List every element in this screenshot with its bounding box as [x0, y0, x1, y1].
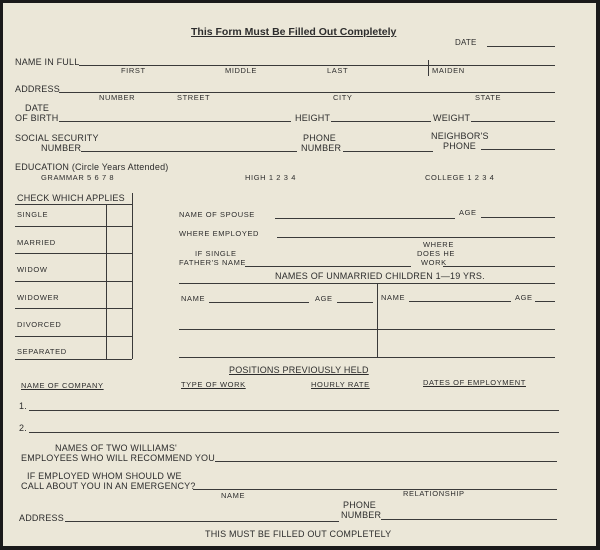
emergency-label-1: IF EMPLOYED WHOM SHOULD WE [27, 471, 182, 481]
position-row-2-label: 2. [19, 423, 27, 433]
number-label: NUMBER [99, 93, 136, 102]
maiden-divider [428, 60, 429, 76]
spouse-line[interactable] [275, 218, 455, 219]
height-line[interactable] [331, 121, 431, 122]
if-single-label-2: FATHER'S NAME [179, 258, 247, 267]
child-name-line-right[interactable] [409, 301, 511, 302]
position-row-1-label: 1. [19, 401, 27, 411]
type-work-header: TYPE OF WORK [181, 380, 246, 389]
father-work-line[interactable] [443, 266, 555, 267]
dob-label-2: OF BIRTH [15, 113, 59, 123]
city-label: CITY [333, 93, 353, 102]
child-age-line-left[interactable] [337, 302, 373, 303]
date-label: DATE [455, 38, 477, 47]
company-header: NAME OF COMPANY [21, 381, 104, 390]
college-years[interactable]: COLLEGE 1 2 3 4 [425, 173, 495, 182]
maiden-label: MAIDEN [432, 66, 465, 75]
name-in-full-label: NAME IN FULL [15, 57, 80, 67]
check-right-border [132, 193, 133, 359]
footer-note: THIS MUST BE FILLED OUT COMPLETELY [205, 529, 392, 539]
checkbox-divorced[interactable] [107, 309, 131, 335]
checkbox-widower[interactable] [107, 282, 131, 307]
emergency-name-label: NAME [221, 491, 246, 500]
first-label: FIRST [121, 66, 146, 75]
neighbor-phone-line[interactable] [481, 149, 555, 150]
children-label: NAMES OF UNMARRIED CHILDREN 1—19 YRS. [275, 271, 485, 281]
bottom-phone-label-1: PHONE [343, 500, 377, 510]
spouse-label: NAME OF SPOUSE [179, 210, 255, 219]
if-single-label-1: IF SINGLE [195, 249, 237, 258]
high-years[interactable]: HIGH 1 2 3 4 [245, 173, 296, 182]
child-name-label-right: NAME [381, 293, 406, 302]
street-label: STREET [177, 93, 211, 102]
phone-line[interactable] [343, 151, 433, 152]
bottom-phone-label-2: NUMBER [341, 510, 382, 520]
where-does-label-2: DOES HE [417, 249, 455, 258]
recommend-label-2: EMPLOYEES WHO WILL RECOMMEND YOU [21, 453, 215, 463]
emergency-line[interactable] [193, 489, 557, 490]
emergency-label-2: CALL ABOUT YOU IN AN EMERGENCY? [21, 481, 196, 491]
grammar-years[interactable]: GRAMMAR 5 6 7 8 [41, 173, 115, 182]
last-label: LAST [327, 66, 349, 75]
checkbox-widow[interactable] [107, 254, 131, 280]
where-does-label-1: WHERE [423, 240, 454, 249]
name-line[interactable] [79, 65, 555, 66]
date-line[interactable] [487, 46, 555, 47]
recommend-line[interactable] [215, 461, 557, 462]
check-which-label: CHECK WHICH APPLIES [17, 193, 125, 203]
checkbox-separated[interactable] [107, 337, 131, 358]
middle-label: MIDDLE [225, 66, 257, 75]
height-label: HEIGHT [295, 113, 331, 123]
relationship-label: RELATIONSHIP [403, 489, 465, 498]
education-label: EDUCATION (Circle Years Attended) [15, 162, 169, 172]
child-age-label-left: AGE [315, 294, 333, 303]
check-bottom-line [15, 359, 132, 360]
hourly-rate-header: HOURLY RATE [311, 380, 370, 389]
position-row-2-line[interactable] [29, 432, 559, 433]
dates-employment-header: DATES OF EMPLOYMENT [423, 378, 526, 387]
spouse-age-label: AGE [459, 208, 477, 217]
status-single: SINGLE [17, 210, 49, 219]
bottom-address-label: ADDRESS [19, 513, 64, 523]
ssn-label-1: SOCIAL SECURITY [15, 133, 99, 143]
address-label: ADDRESS [15, 84, 60, 94]
child-age-label-right: AGE [515, 293, 533, 302]
children-bottom-line[interactable] [179, 357, 555, 358]
position-row-1-line[interactable] [29, 410, 559, 411]
ssn-label-2: NUMBER [41, 143, 82, 153]
neighbor-label-1: NEIGHBOR'S [431, 131, 489, 141]
weight-label: WEIGHT [433, 113, 471, 123]
bottom-address-line[interactable] [65, 521, 339, 522]
where-employed-line[interactable] [277, 237, 555, 238]
child-name-line-left[interactable] [209, 302, 309, 303]
phone-label-2: NUMBER [301, 143, 342, 153]
child-age-line-right[interactable] [535, 301, 555, 302]
children-top-line [179, 283, 555, 284]
child-name-label-left: NAME [181, 294, 206, 303]
application-form [3, 3, 596, 546]
father-name-line[interactable] [245, 266, 411, 267]
where-employed-label: WHERE EMPLOYED [179, 229, 260, 238]
status-separated: SEPARATED [17, 347, 67, 356]
checkbox-single[interactable] [107, 205, 131, 225]
dob-line[interactable] [59, 121, 291, 122]
spouse-age-line[interactable] [481, 217, 555, 218]
bottom-phone-line[interactable] [381, 519, 557, 520]
checkbox-married[interactable] [107, 227, 131, 252]
status-widow: WIDOW [17, 265, 48, 274]
phone-label-1: PHONE [303, 133, 337, 143]
state-label: STATE [475, 93, 502, 102]
ssn-line[interactable] [81, 151, 297, 152]
weight-line[interactable] [471, 121, 555, 122]
where-does-label-3: WORK [421, 258, 447, 267]
status-married: MARRIED [17, 238, 56, 247]
positions-label: POSITIONS PREVIOUSLY HELD [229, 365, 369, 375]
children-divider [377, 283, 378, 357]
neighbor-label-2: PHONE [443, 141, 477, 151]
recommend-label-1: NAMES OF TWO WILLIAMS' [55, 443, 177, 453]
dob-label-1: DATE [25, 103, 50, 113]
status-divorced: DIVORCED [17, 320, 62, 329]
status-widower: WIDOWER [17, 293, 60, 302]
children-row-line[interactable] [179, 329, 555, 330]
form-title: This Form Must Be Filled Out Completely [191, 26, 397, 38]
